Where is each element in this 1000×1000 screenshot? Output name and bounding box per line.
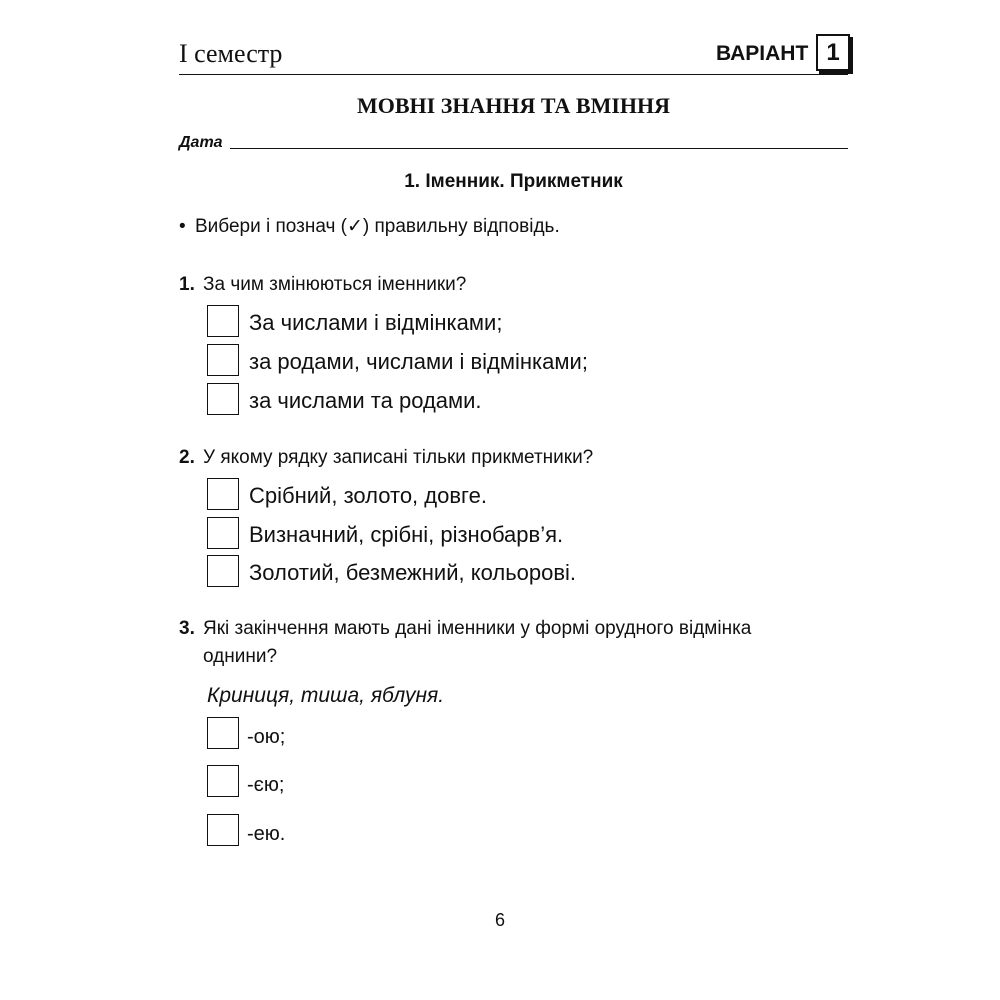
- bullet-icon: •: [179, 216, 186, 237]
- question-number: 1.: [179, 274, 195, 295]
- question-text: У якому рядку записані тільки прикметники?: [203, 447, 594, 468]
- question-2: [179, 444, 859, 472]
- checkbox[interactable]: [207, 383, 239, 415]
- option-text: -єю;: [247, 774, 285, 796]
- question-text-continued: однини?: [203, 646, 278, 667]
- option-text: Визначний, срібні, різнобарв’я.: [249, 522, 564, 547]
- question-text: За чим змінюються іменники?: [203, 274, 467, 295]
- date-input-line[interactable]: [230, 148, 848, 149]
- question-number: 3.: [179, 618, 195, 639]
- semester-label: I семестр: [179, 39, 283, 68]
- option-text: за числами та родами.: [249, 388, 482, 413]
- date-label: Дата: [179, 134, 223, 151]
- option-text: за родами, числами і відмінками;: [249, 349, 588, 374]
- variant-number-box: 1: [816, 34, 850, 71]
- checkbox[interactable]: [207, 717, 239, 749]
- checkbox[interactable]: [207, 555, 239, 587]
- section-title: МОВНІ ЗНАННЯ ТА ВМІННЯ: [356, 93, 671, 118]
- checkbox[interactable]: [207, 305, 239, 337]
- example-words: Криниця, тиша, яблуня.: [207, 684, 445, 707]
- option-text: -ею.: [247, 823, 286, 845]
- instruction: [179, 215, 560, 239]
- variant-label: ВАРІАНТ: [716, 42, 809, 65]
- question-number: 2.: [179, 447, 195, 468]
- question-text: Які закінчення мають дані іменники у формі орудного відмінка: [203, 618, 752, 639]
- instruction-text: Вибери і познач (✓) правильну відповідь.: [195, 216, 560, 237]
- question-1: [179, 271, 859, 299]
- option-text: Срібний, золото, довге.: [249, 483, 487, 508]
- checkbox[interactable]: [207, 765, 239, 797]
- question-3: [179, 615, 859, 671]
- checkbox[interactable]: [207, 517, 239, 549]
- option-text: -ою;: [247, 726, 286, 748]
- checkbox[interactable]: [207, 478, 239, 510]
- checkbox[interactable]: [207, 814, 239, 846]
- checkbox[interactable]: [207, 344, 239, 376]
- option-text: За числами і відмінками;: [249, 310, 503, 335]
- subsection-title: 1. Іменник. Прикметник: [404, 171, 623, 192]
- header-divider: [179, 74, 848, 75]
- option-text: Золотий, безмежний, кольорові.: [249, 560, 577, 585]
- page-number: 6: [494, 910, 505, 930]
